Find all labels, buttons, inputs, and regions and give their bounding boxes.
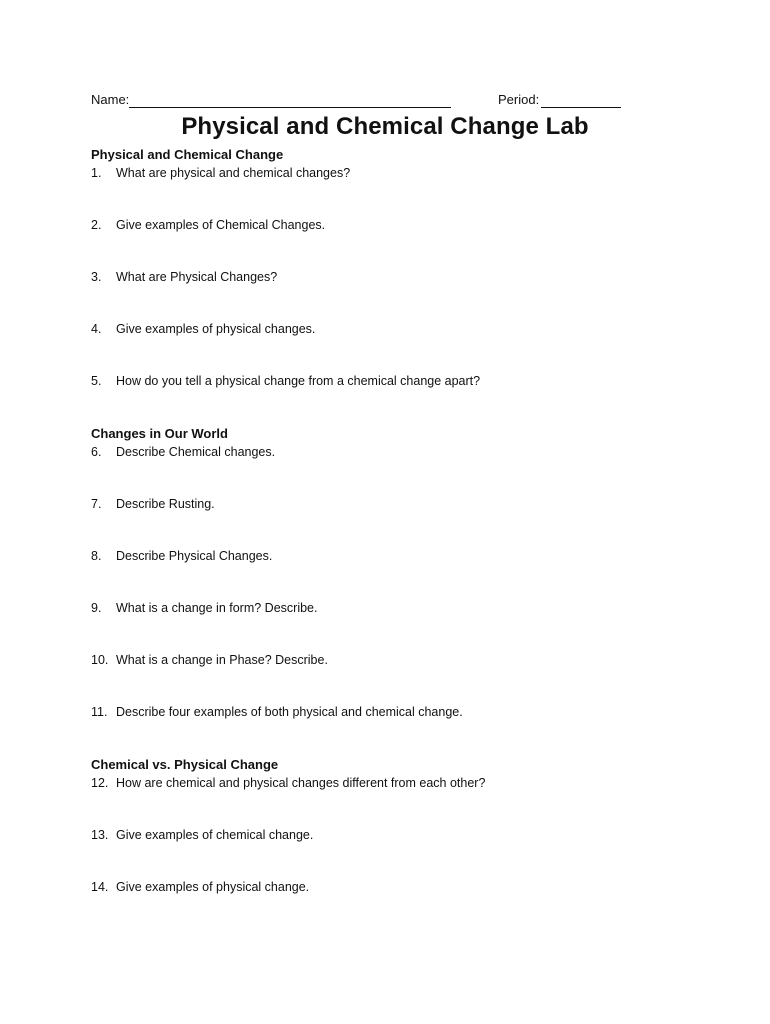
question-item: [91, 445, 275, 459]
question-number: 2.: [91, 218, 102, 232]
question-item: [91, 322, 315, 336]
question-text: Give examples of chemical change.: [116, 828, 314, 842]
question-number: 4.: [91, 322, 102, 336]
question-text: Describe Chemical changes.: [116, 445, 276, 459]
question-number: 3.: [91, 270, 102, 284]
period-field[interactable]: [541, 107, 621, 108]
question-number: 8.: [91, 549, 102, 563]
question-item: [91, 549, 272, 563]
question-text: How do you tell a physical change from a chemical change apart?: [116, 374, 481, 388]
question-item: [91, 828, 313, 842]
question-text: What is a change in Phase? Describe.: [116, 653, 328, 667]
question-text: Give examples of Chemical Changes.: [116, 218, 326, 232]
name-label: Name:: [91, 92, 130, 107]
page-title: Physical and Chemical Change Lab: [181, 113, 589, 140]
question-text: Describe Physical Changes.: [116, 549, 273, 563]
section-heading-chemical-vs-physical-change: Chemical vs. Physical Change: [91, 757, 279, 772]
question-number: 7.: [91, 497, 102, 511]
question-text: Give examples of physical changes.: [116, 322, 316, 336]
question-number: 14.: [91, 880, 109, 894]
section-heading-physical-and-chemical-change: Physical and Chemical Change: [91, 147, 284, 162]
period-label: Period:: [498, 92, 540, 107]
question-text: Describe Rusting.: [116, 497, 215, 511]
question-number: 1.: [91, 166, 102, 180]
question-text: What are Physical Changes?: [116, 270, 278, 284]
question-text: Describe four examples of both physical and chemical change.: [116, 705, 463, 719]
question-text: Give examples of physical change.: [116, 880, 310, 894]
question-number: 10.: [91, 653, 109, 667]
question-number: 13.: [91, 828, 109, 842]
section-heading-changes-in-our-world: Changes in Our World: [91, 426, 228, 441]
question-item: [91, 653, 328, 667]
question-item: [91, 218, 325, 232]
question-item: [91, 270, 277, 284]
question-item: [91, 776, 485, 790]
header-line: [91, 92, 631, 112]
question-item: [91, 166, 350, 180]
question-item: [91, 497, 215, 511]
question-number: 11.: [91, 705, 108, 719]
question-text: What is a change in form? Describe.: [116, 601, 318, 615]
question-number: 9.: [91, 601, 102, 615]
question-item: [91, 880, 309, 894]
question-item: [91, 374, 480, 388]
question-text: How are chemical and physical changes different from each other?: [116, 776, 486, 790]
question-item: [91, 601, 317, 615]
question-item: [91, 705, 463, 719]
question-text: What are physical and chemical changes?: [116, 166, 351, 180]
question-number: 5.: [91, 374, 102, 388]
question-number: 6.: [91, 445, 102, 459]
name-field[interactable]: [129, 107, 451, 108]
question-number: 12.: [91, 776, 109, 790]
